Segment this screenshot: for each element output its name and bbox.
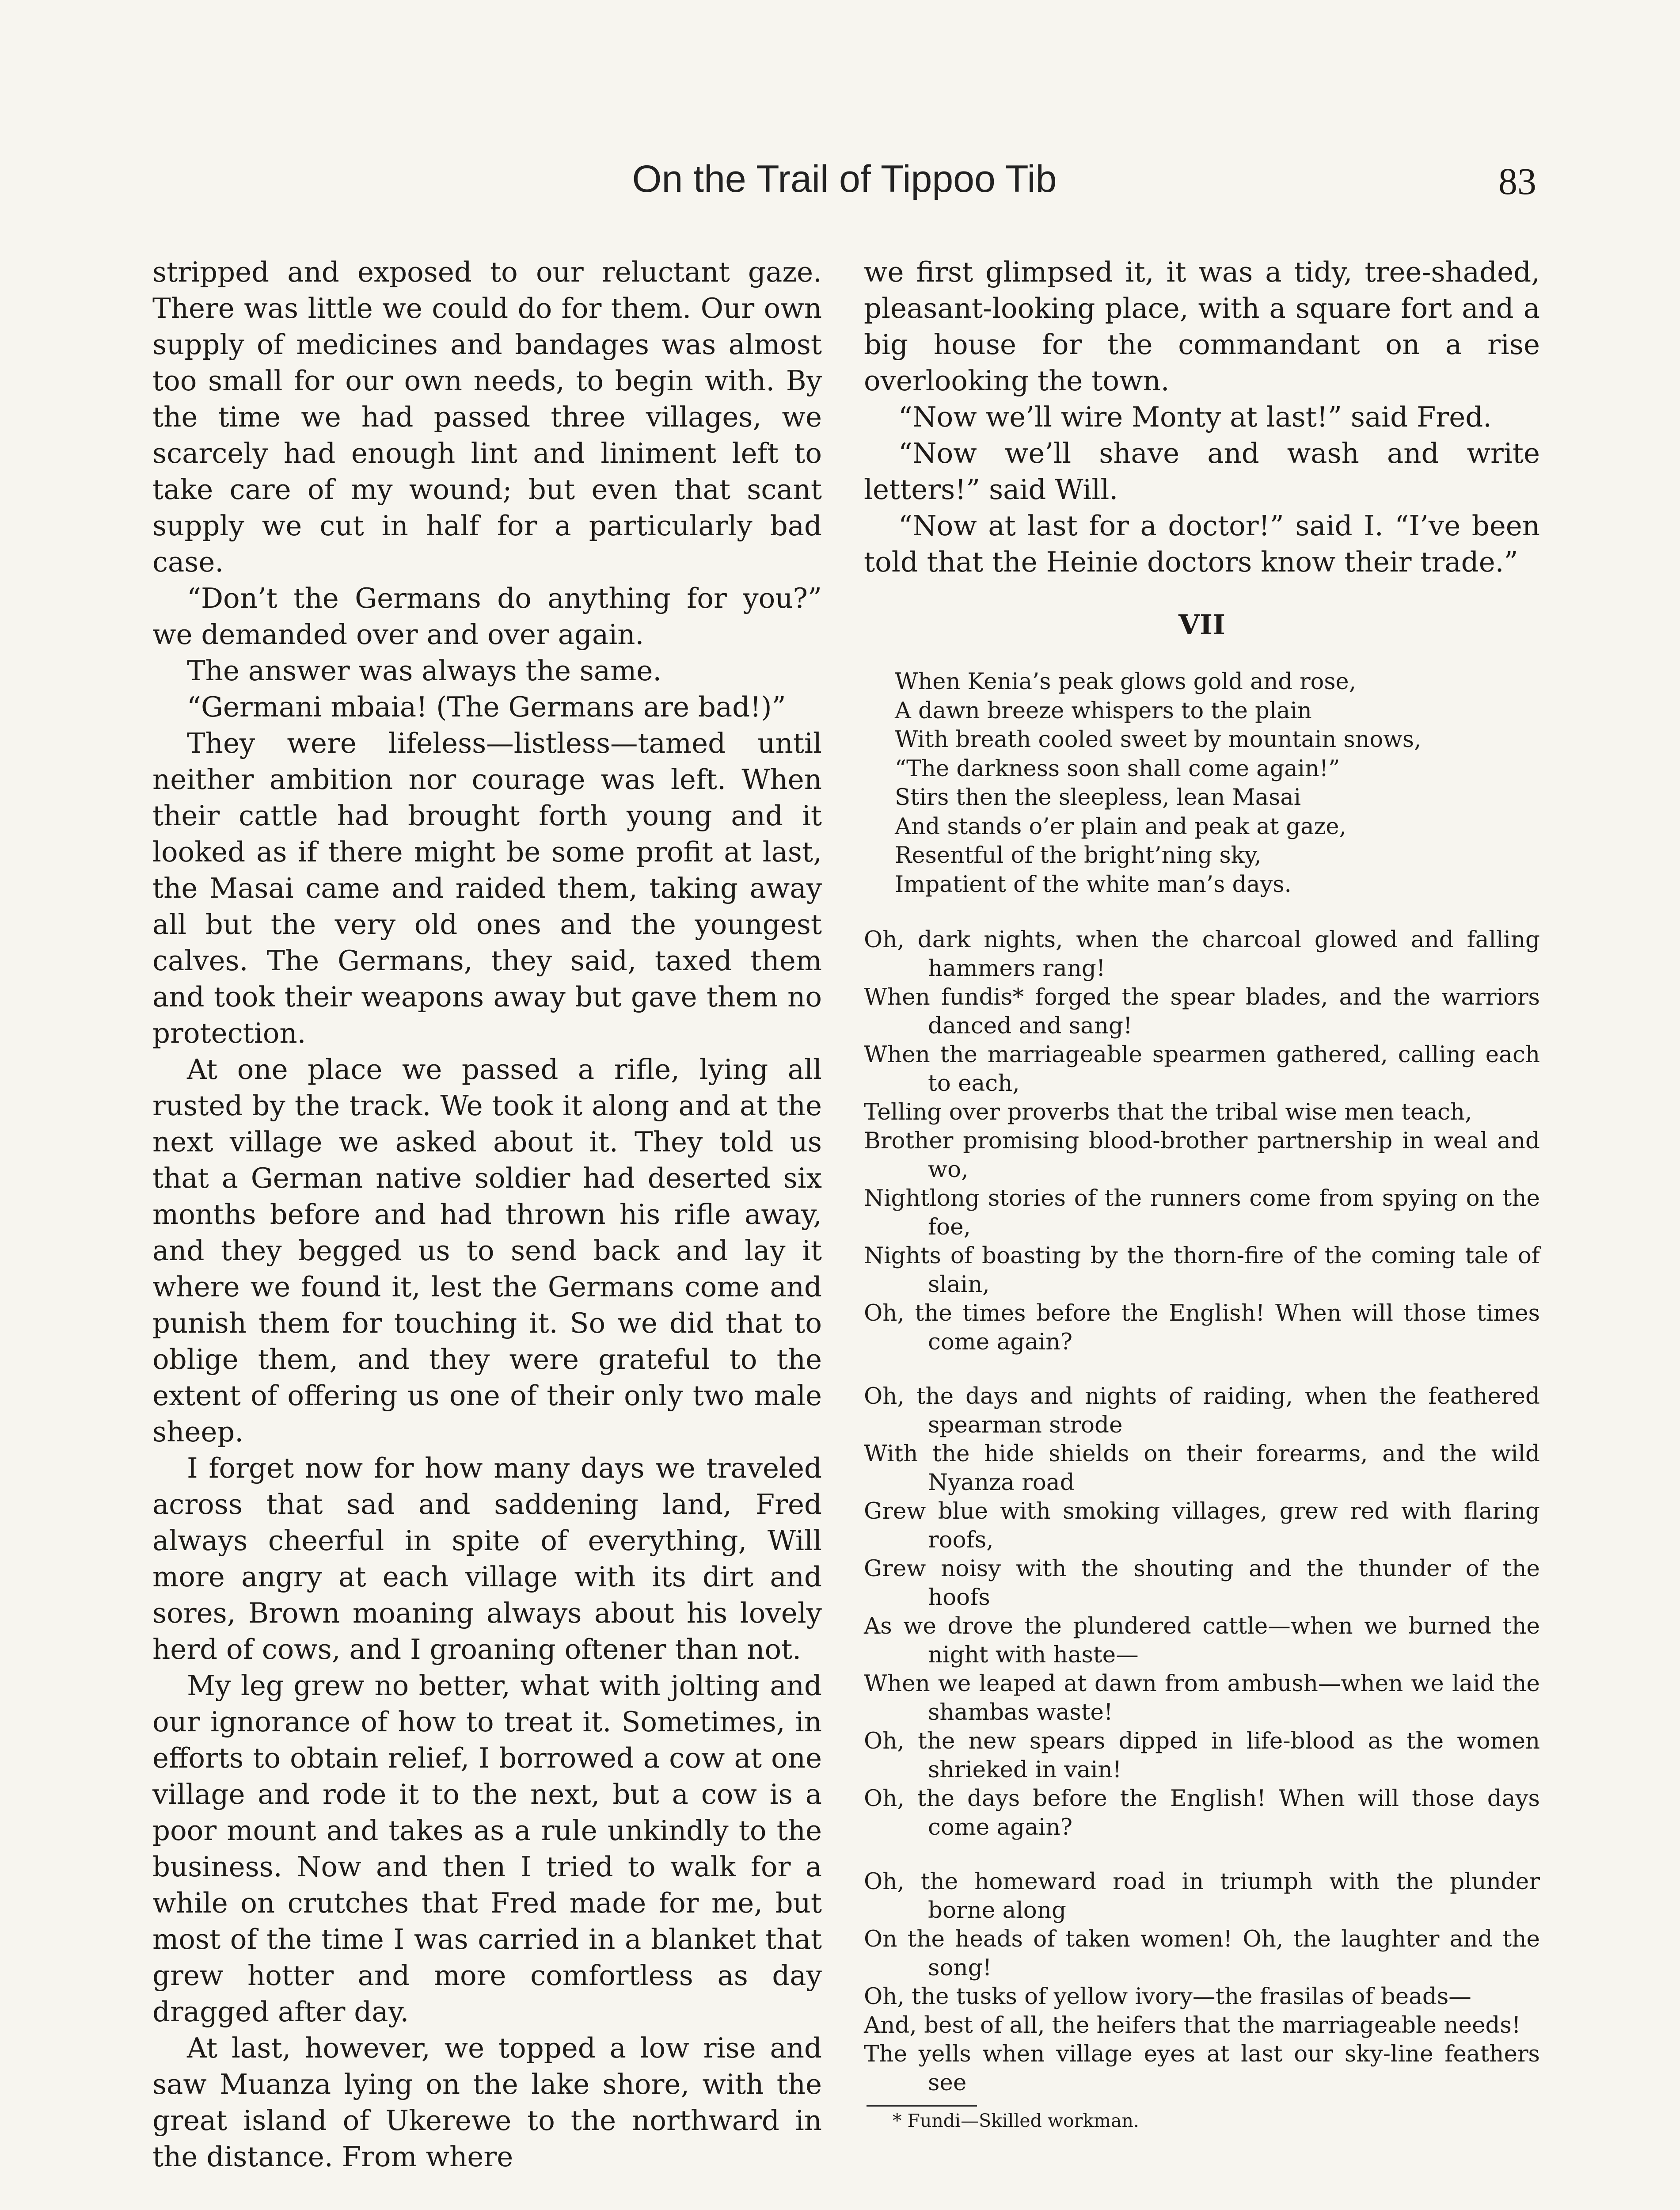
paragraph: “Now at last for a doctor!” said I. “I’ve been told that the Heinie doctors know their trade.” [864,510,1540,578]
prose-block [864,254,1540,580]
verse-line: Stirs then the sleepless, lean Masai [895,785,1301,811]
verse-line: Oh, the times before the English! When will those times come again? [864,1300,1540,1355]
paragraph: At one place we passed a rifle, lying all rusted by the track. We took it along and at the next village we asked about it. They told us that a German native soldier had deserted six months before and had thrown his rifle away, and they begged us to send back and lay it where we found it, lest the Germans come and punish them for touching it. So we did that to oblige them, and they were grateful to the extent of offering us one of their only two male sheep. [152,1053,822,1448]
stanza [864,1382,1540,1842]
verse-line: And, best of all, the heifers that the marriageable needs! [864,2012,1521,2039]
verse-line: Oh, dark nights, when the charcoal glowed and falling hammers rang! [864,926,1540,982]
section-heading: VII [1178,609,1226,641]
paragraph: we first glimpsed it, it was a tidy, tree-shaded, pleasant-looking place, with a square fort and a big house for the commandant on a rise overlooking the town. [864,256,1540,397]
verse-line: Oh, the days and nights of raiding, when the feathered spearman strode [864,1383,1540,1438]
footnote-rule [867,2105,977,2107]
paragraph: “Now we’ll wire Monty at last!” said Fred. [898,401,1492,433]
verse-line: “The darkness soon shall come again!” [895,755,1340,782]
paragraph: “Germani mbaia! (The Germans are bad!)” [187,691,786,723]
verse-line: Oh, the days before the English! When will those days come again? [864,1785,1540,1840]
footnote: * Fundi—Skilled workman. [893,2110,1139,2131]
left-text-column [152,254,822,2175]
verse-line: Resentful of the bright’ning sky, [895,842,1262,869]
verse-intro [895,667,1540,899]
verse-line: When the marriageable spearmen gathered, calling each to each, [864,1041,1540,1097]
verse-line: Nightlong stories of the runners come from spying on the foe, [864,1185,1540,1240]
verse-line: Oh, the tusks of yellow ivory—the frasilas of beads— [864,1983,1471,2010]
verse-line: Grew blue with smoking villages, grew red with flaring roofs, [864,1498,1540,1553]
verse-line: With the hide shields on their forearms, and the wild Nyanza road [864,1440,1540,1496]
paragraph: stripped and exposed to our reluctant gaze. There was little we could do for them. Our own supply of medicines and bandages was almost too small for our own needs, to begin with. By the time we had passed three villages, we scarcely had enough lint and liniment left to take care of my wound; but even that scant supply we cut in half for a particularly bad case. [152,256,822,578]
right-text-column [864,254,1540,2132]
paragraph: They were lifeless—listless—tamed until neither ambition nor courage was left. When their cattle had brought forth young and it looked as if there might be some profit at last, the Masai came and raided them, taking away all but the very old ones and the youngest calves. The Germans, they said, taxed them and took their weapons away but gave them no protection. [152,727,822,1049]
verse-line: Grew noisy with the shouting and the thunder of the hoofs [864,1555,1540,1611]
verse-line: With breath cooled sweet by mountain snows, [895,727,1422,753]
verse-line: On the heads of taken women! Oh, the laughter and the song! [864,1926,1540,1981]
verse-line: Telling over proverbs that the tribal wise men teach, [864,1099,1472,1125]
paragraph: “Don’t the Germans do anything for you?” we demanded over and over again. [152,582,822,651]
page-number: 83 [1498,160,1536,202]
verse-line: As we drove the plundered cattle—when we burned the night with haste— [864,1613,1540,1668]
verse-line: When fundis* forged the spear blades, and the warriors danced and sang! [864,984,1540,1039]
paragraph: “Now we’ll shave and wash and write letters!” said Will. [864,437,1540,506]
verse-line: The yells when village eyes at last our sky-line feathers see [864,2041,1540,2096]
verse-line: Impatient of the white man’s days. [895,871,1292,898]
verse-line: A dawn breeze whispers to the plain [895,697,1312,724]
verse-line: Nights of boasting by the thorn-fire of the coming tale of slain, [864,1242,1540,1298]
verse-line: Oh, the homeward road in triumph with the plunder borne along [864,1868,1540,1924]
running-title: On the Trail of Tippoo Tib [632,158,1057,200]
paragraph: I forget now for how many days we traveled across that sad and saddening land, Fred always cheerful in spite of everything, Will more angry at each village with its dirt and sores, Brown moaning always about his lovely herd of cows, and I groaning oftener than not. [152,1452,822,1665]
verse-line: When we leaped at dawn from ambush—when we laid the shambas waste! [864,1670,1540,1726]
paragraph: The answer was always the same. [187,655,662,687]
verse-line: Brother promising blood-brother partnership in weal and wo, [864,1128,1540,1183]
paragraph: At last, however, we topped a low rise and saw Muanza lying on the lake shore, with the great island of Ukerewe to the northward in the distance. From where [152,2032,822,2173]
stanza [864,1867,1540,2097]
verse-line: Oh, the new spears dipped in life-blood as the women shrieked in vain! [864,1728,1540,1783]
verse-line: When Kenia’s peak glows gold and rose, [895,669,1356,695]
stanza [864,926,1540,1356]
paragraph: My leg grew no better, what with jolting and our ignorance of how to treat it. Sometimes, in efforts to obtain relief, I borrowed a cow at one village and rode it to the next, but a cow is a poor mount and takes as a rule unkindly to the business. Now and then I tried to walk for a while on crutches that Fred made for me, but most of the time I was carried in a blanket that grew hotter and more comfortless as day dragged after day. [152,1669,822,2028]
verse-line: And stands o’er plain and peak at gaze, [895,813,1346,840]
